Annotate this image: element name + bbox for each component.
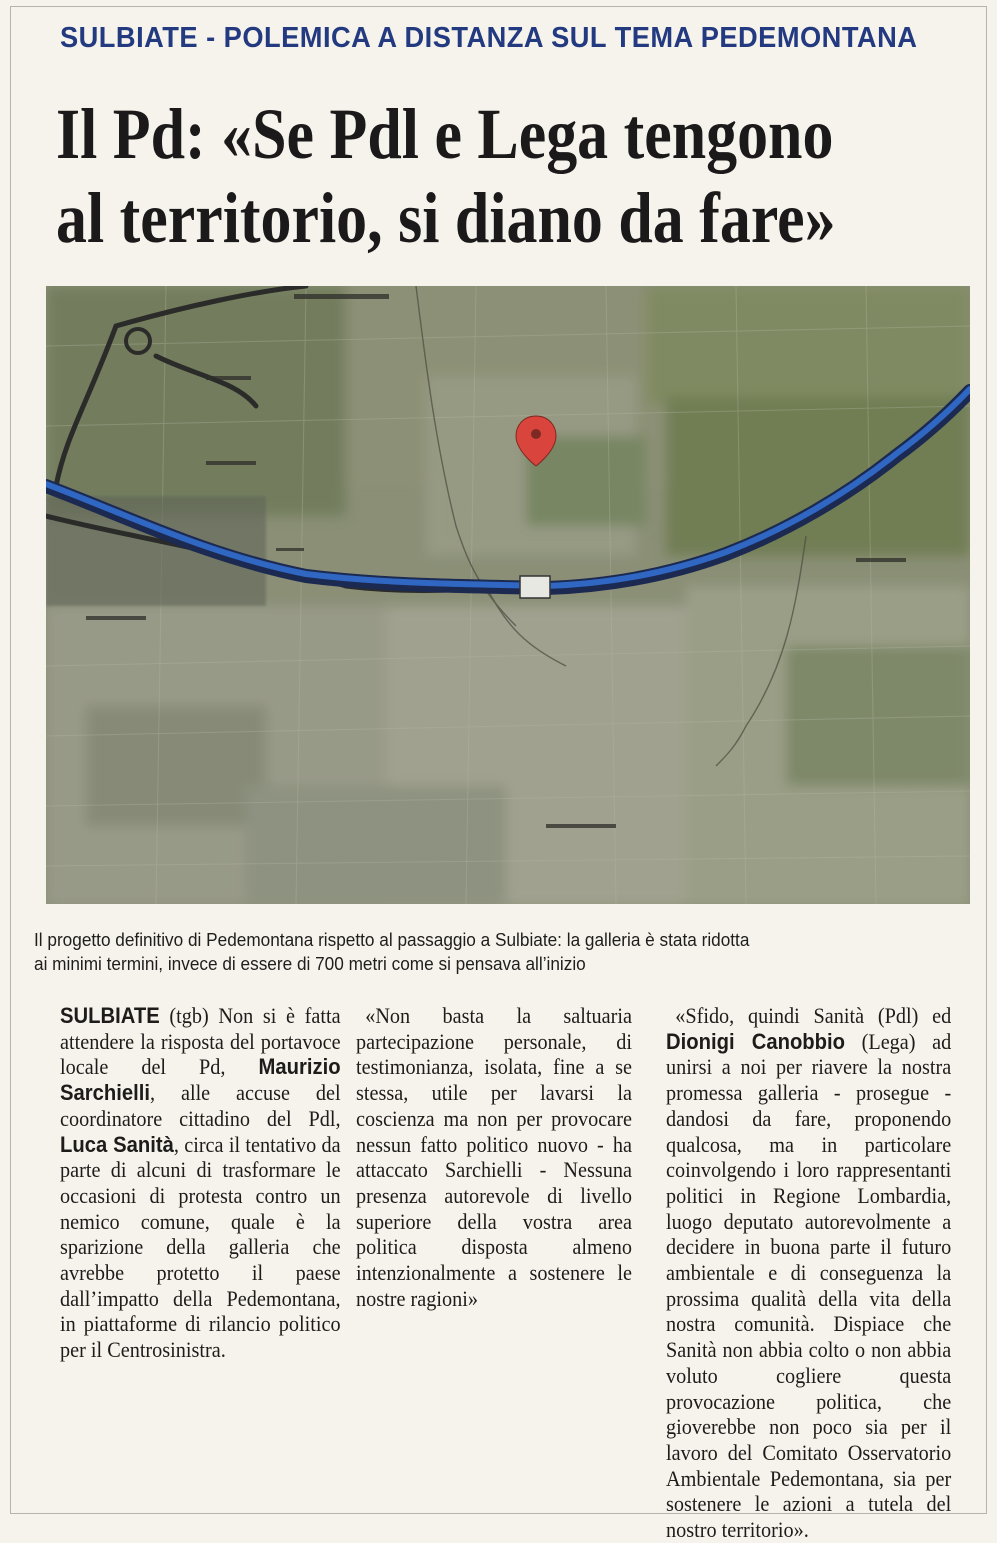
- caption-line-1: Il progetto definitivo di Pedemontana rispetto al passaggio a Sulbiate: la galleria è stata ridotta: [34, 929, 750, 950]
- aerial-map-photo: [46, 286, 970, 904]
- dateline: SULBIATE: [60, 1003, 160, 1028]
- article-text: (Lega) ad unirsi a noi per riavere la nostra promessa galleria - prosegue - dandosi da fare, proponendo qualcosa, ma in particolare coinvolgendo i loro rappresentanti politici in Regione Lombardia, luogo deputato autorevolmente a decidere in buona parte il futuro ambientale e di conseguenza la prossima qualità della vita della nostra comunità. Dispiace che Sanità non abbia colto o non abbia voluto cogliere questa provocazione politica, che gioverebbe non poco sia per il lavoro del Comitato Osservatorio Ambientale Pedemontana, sia per sostenere le azioni a tutela del nostro territorio».: [666, 1028, 952, 1543]
- person-name: Maurizio Sarchielli: [60, 1054, 341, 1106]
- article-column-1: [60, 1003, 341, 1363]
- caption-line-2: ai minimi termini, invece di essere di 700 metri come si pensava all’inizio: [34, 953, 586, 974]
- headline-line-1: Il Pd: «Se Pdl e Lega tengono: [56, 94, 834, 174]
- article-paragraph: [60, 1003, 341, 1363]
- article-paragraph: «Non basta la saltuaria partecipazione personale, di testimonianza, isolata, fine a se stessa, utile per lavarsi la coscienza ma non per provocare nessun fatto politico nuovo - ha attaccato Sarchielli - Nessuna presenza autorevole di livello superiore della vostra area politica disposta almeno intenzionalmente a sostenere le nostre ragioni»: [356, 1003, 632, 1311]
- headline: [56, 92, 856, 260]
- article-text: , alle accuse del coordinatore cittadino del Pdl,: [60, 1080, 341, 1131]
- kicker: SULBIATE - POLEMICA A DISTANZA SUL TEMA PEDEMONTANA: [60, 22, 918, 54]
- photo-caption: [34, 928, 913, 976]
- person-name: Luca Sanità: [60, 1131, 174, 1157]
- article-paragraph: [666, 1003, 951, 1543]
- article-column-2: [356, 1003, 632, 1311]
- article-column-3: [666, 1003, 951, 1543]
- headline-line-2: al territorio, si diano da fare»: [56, 178, 836, 258]
- article-text: (tgb) Non si è fatta attendere la risposta del portavoce locale del Pd,: [60, 1003, 341, 1080]
- person-name: Dionigi Canobbio: [666, 1028, 846, 1054]
- article-text: «Sfido, quindi Sanità (Pdl) ed: [675, 1003, 952, 1028]
- article-text: , circa il tentativo da parte di alcuni di trasformare le occasioni di protesta contro un nemico comune, quale è la sparizione della galleria che avrebbe protetto il paese dall’impatto della Pedemontana, in piattaforme di rilancio politico per il Centrosinistra.: [60, 1131, 341, 1363]
